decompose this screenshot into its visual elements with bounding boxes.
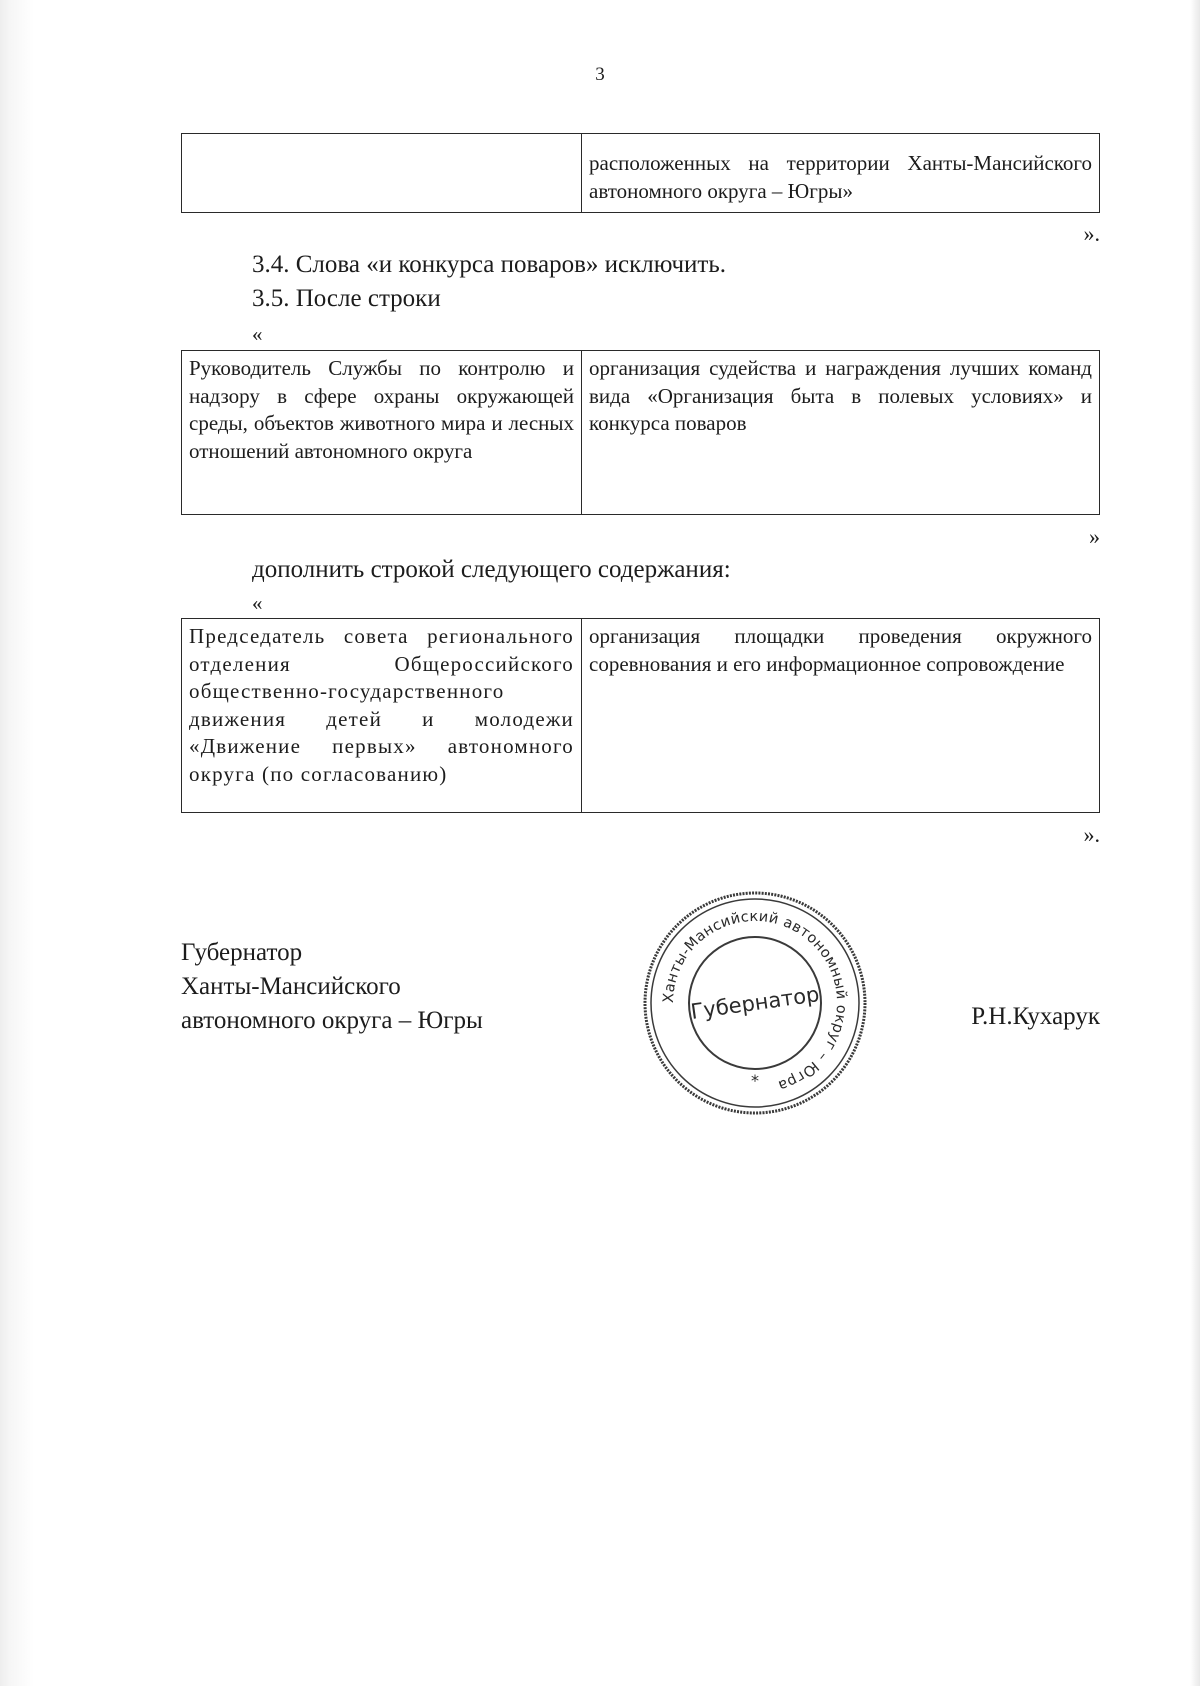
close-quote-new: ». bbox=[1083, 822, 1100, 847]
page-number: 3 bbox=[595, 64, 605, 85]
paragraph-supplement: дополнить строкой следующего содержания: bbox=[252, 556, 731, 583]
signatory-name: Р.Н.Кухарук bbox=[971, 1003, 1100, 1030]
signature-title-line-2: Ханты-Мансийского bbox=[181, 973, 401, 1000]
table-new-row bbox=[181, 618, 1100, 813]
paragraph-3-5: 3.5. После строки bbox=[252, 285, 441, 312]
table-mid-left-cell: Руководитель Службы по контролю и надзору в сфере охраны окружающей среды, объектов животного мира и лесных отношений автономного округа bbox=[182, 351, 582, 514]
official-seal bbox=[640, 888, 870, 1118]
table-new-left-cell: Председатель совета регионального отделения Общероссийского общественно-государственного движения детей и молодежи «Движение первых» автономного округа (по согласованию) bbox=[182, 619, 582, 812]
open-quote-1: « bbox=[252, 322, 263, 346]
table-existing-row bbox=[181, 350, 1100, 515]
table-top-right-cell: расположенных на территории Ханты-Мансийского автономного округа – Югры» bbox=[589, 151, 1092, 203]
table-new-right-cell: организация площадки проведения окружного соревнования и его информационное сопровождение bbox=[589, 624, 1092, 676]
seal-star: * bbox=[751, 1071, 759, 1090]
table-top bbox=[181, 133, 1100, 213]
table-top-left-cell bbox=[182, 134, 582, 212]
close-quote-mid: » bbox=[1089, 524, 1100, 549]
seal-ring-text: Ханты-Мансийский автономный округ – Югра bbox=[660, 908, 850, 1094]
close-quote-top: ». bbox=[1083, 221, 1100, 246]
signature-title bbox=[181, 936, 483, 1038]
signature-title-line-3: автономного округа – Югры bbox=[181, 1007, 483, 1034]
signature-title-line-1: Губернатор bbox=[181, 939, 303, 966]
open-quote-2: « bbox=[252, 591, 263, 615]
seal-center-text: Губернатор bbox=[689, 982, 821, 1024]
table-mid-right-cell: организация судейства и награждения лучших команд вида «Организация быта в полевых условиях» и конкурса поваров bbox=[589, 356, 1092, 435]
scan-edge-right bbox=[1190, 0, 1200, 1686]
scan-edge-left bbox=[0, 0, 34, 1686]
paragraph-3-4: 3.4. Слова «и конкурса поваров» исключить. bbox=[252, 251, 726, 278]
